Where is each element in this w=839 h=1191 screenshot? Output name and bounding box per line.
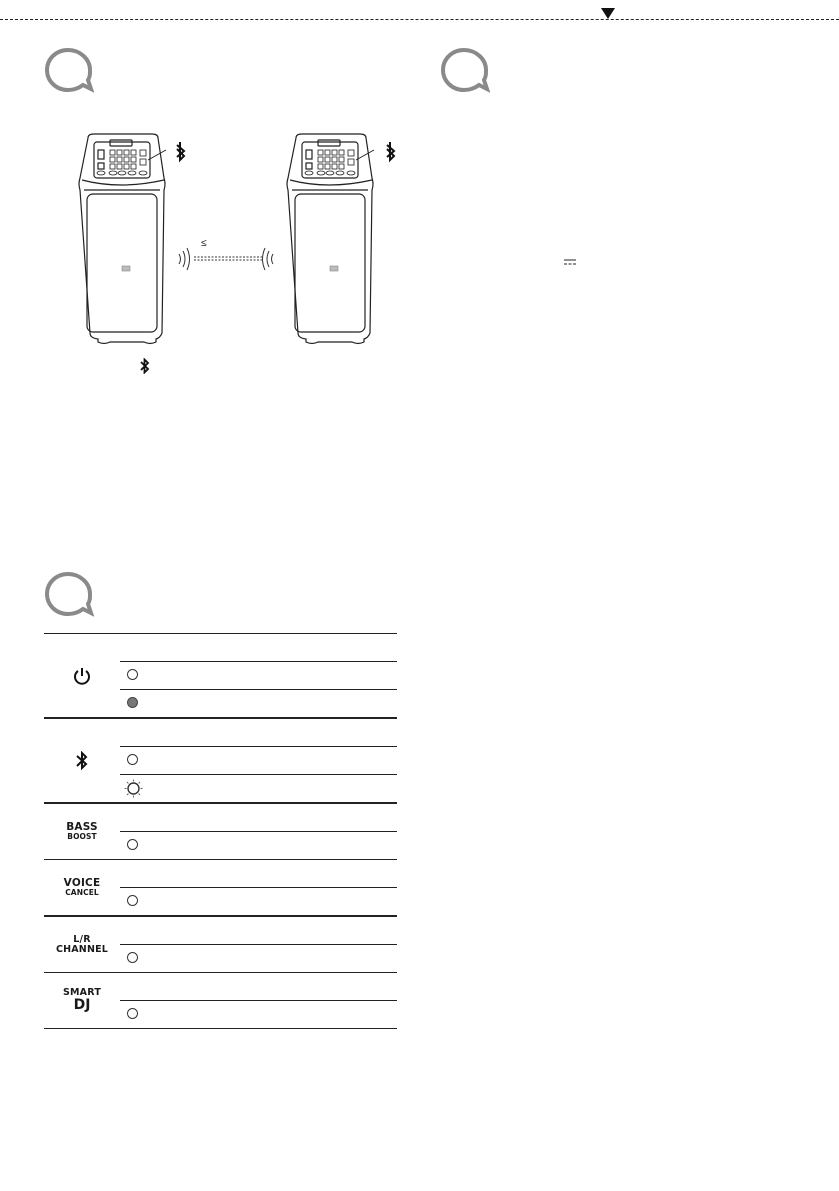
table-bottom-border bbox=[44, 1028, 397, 1029]
table-row bbox=[120, 634, 397, 661]
bass-label: BASS bbox=[66, 821, 98, 834]
table-row bbox=[120, 689, 397, 717]
right-speaker bbox=[287, 134, 374, 344]
led-off-icon bbox=[127, 754, 138, 765]
fold-marker-icon bbox=[601, 8, 615, 20]
smart-label: SMART bbox=[62, 987, 102, 999]
power-label-cell bbox=[44, 634, 120, 717]
table-row bbox=[120, 1000, 397, 1028]
table-row bbox=[120, 973, 397, 1000]
smart-dj-indicator-group bbox=[44, 972, 397, 1028]
led-on-icon bbox=[127, 697, 138, 708]
led-blink-icon bbox=[124, 779, 143, 798]
table-row bbox=[120, 944, 397, 972]
wireless-signal-icon bbox=[179, 248, 273, 270]
voice-cancel-label bbox=[44, 860, 120, 915]
channel-label: CHANNEL bbox=[55, 943, 109, 955]
speech-bubble-icon bbox=[44, 571, 94, 617]
led-indicator-table bbox=[44, 633, 397, 1029]
speech-bubble-icon bbox=[44, 47, 94, 93]
fold-line bbox=[0, 19, 839, 20]
distance-mark: ≤ bbox=[201, 238, 207, 249]
dj-label: DJ bbox=[73, 997, 91, 1014]
table-row bbox=[120, 746, 397, 774]
speech-bubble-icon bbox=[440, 47, 490, 93]
table-row bbox=[120, 774, 397, 802]
bluetooth-indicator-group bbox=[44, 717, 397, 802]
bluetooth-icon bbox=[75, 751, 89, 771]
table-row bbox=[120, 804, 397, 831]
voice-cancel-indicator-group bbox=[44, 859, 397, 915]
lr-label: L/R bbox=[73, 933, 91, 945]
led-off-icon bbox=[127, 839, 138, 850]
table-row bbox=[120, 917, 397, 944]
boost-label: BOOST bbox=[67, 832, 97, 842]
power-icon bbox=[72, 666, 92, 686]
smart-dj-label bbox=[44, 973, 120, 1028]
bass-boost-indicator-group bbox=[44, 802, 397, 859]
dc-symbol-icon bbox=[563, 258, 577, 266]
speaker-pairing-illustration bbox=[60, 128, 400, 360]
led-off-icon bbox=[127, 669, 138, 680]
left-speaker bbox=[79, 134, 166, 344]
table-row bbox=[120, 719, 397, 746]
table-row bbox=[120, 831, 397, 859]
voice-label: VOICE bbox=[63, 877, 101, 890]
bluetooth-label-cell bbox=[44, 719, 120, 802]
bluetooth-icon bbox=[177, 142, 184, 160]
power-indicator-group bbox=[44, 633, 397, 717]
bluetooth-icon bbox=[387, 142, 394, 160]
cancel-label: CANCEL bbox=[65, 888, 99, 898]
bluetooth-icon bbox=[139, 358, 151, 374]
led-off-icon bbox=[127, 1008, 138, 1019]
table-row bbox=[120, 887, 397, 915]
table-row bbox=[120, 661, 397, 689]
bass-boost-label bbox=[44, 804, 120, 859]
led-off-icon bbox=[127, 952, 138, 963]
led-off-icon bbox=[127, 895, 138, 906]
table-row bbox=[120, 860, 397, 887]
lr-channel-label bbox=[44, 917, 120, 972]
lr-channel-indicator-group bbox=[44, 915, 397, 972]
